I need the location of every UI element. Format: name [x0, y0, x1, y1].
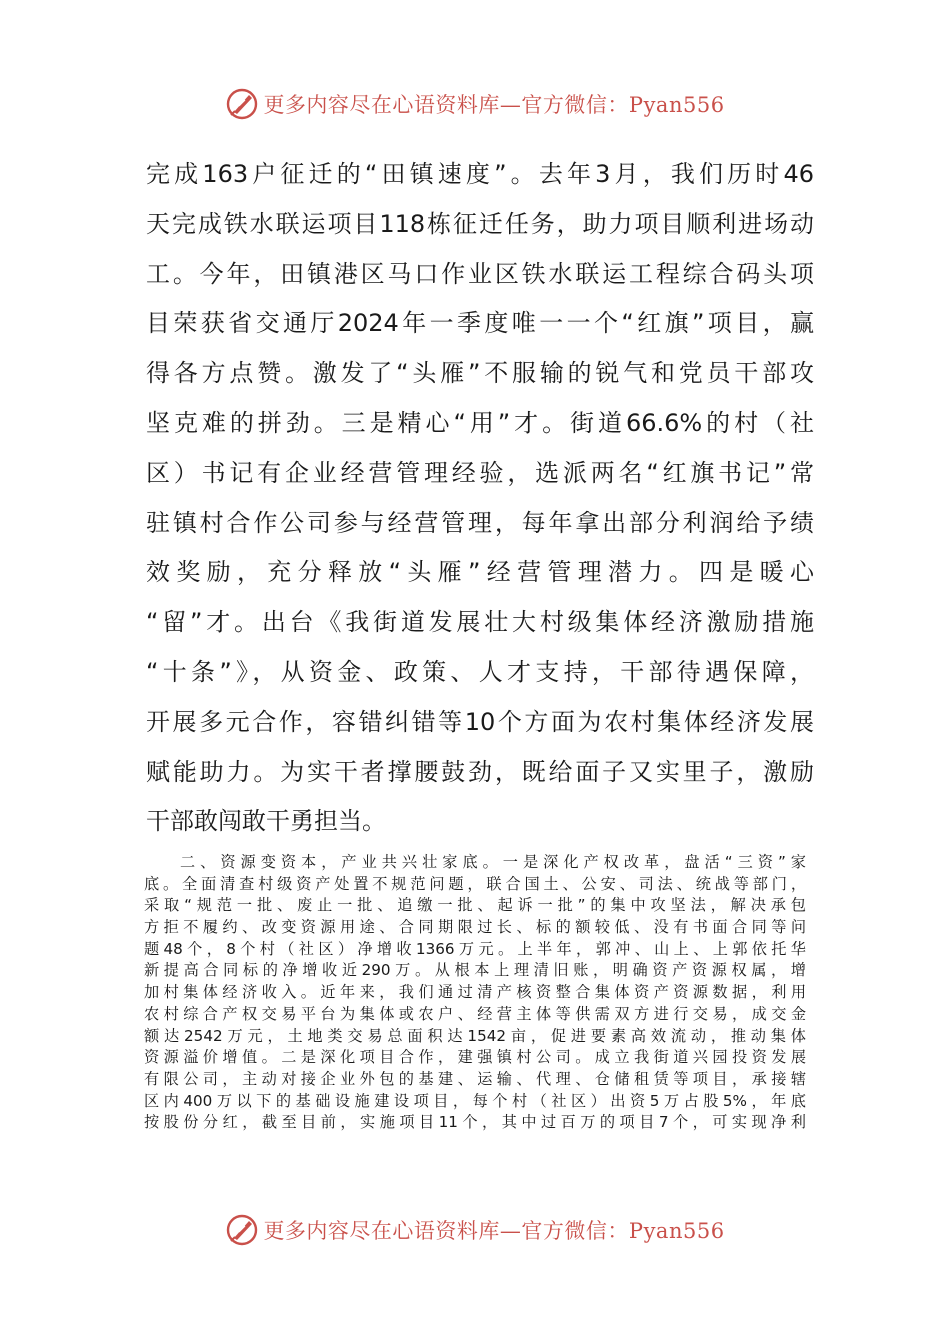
section-line: 额达2542万元，土地类交易总面积达1542亩，促进要素高效流动，推动集体 — [144, 1026, 806, 1045]
body-line: “留”才。出台《我街道发展壮大村级集体经济激励措施 — [146, 608, 814, 637]
section-line: 农村综合产权交易平台为集体或农户、经营主体等供需双方进行交易，成交金 — [144, 1004, 806, 1023]
body-line: 工。今年，田镇港区马口作业区铁水联运工程综合码头项 — [146, 259, 814, 288]
section-line: 题48个，8个村（社区）净增收1366万元。上半年，郭冲、山上、上郭依托华 — [144, 939, 806, 958]
quill-logo-icon — [225, 1213, 259, 1247]
body-line: 坚克难的拼劲。三是精心“用”才。街道66.6%的村（社 — [146, 408, 814, 437]
section-two-paragraph — [144, 852, 806, 1134]
body-line: 赋能助力。为实干者撑腰鼓劲，既给面子又实里子，激励 — [146, 757, 814, 786]
section-line: 二、资源变资本，产业共兴壮家底。一是深化产权改革，盘活“三资”家 — [180, 853, 806, 871]
section-line: 新提高合同标的净增收近290万。从根本上理清旧账，明确资产资源权属，增 — [144, 961, 806, 980]
section-line: 方拒不履约、改变资源用途、合同期限过长、标的额较低、没有书面合同等问 — [144, 918, 806, 937]
section-line: 底。全面清查村级资产处置不规范问题，联合国土、公安、司法、统战等部门， — [144, 874, 806, 893]
section-line: 有限公司，主动对接企业外包的基建、运输、代理、仓储租赁等项目，承接辖 — [144, 1069, 806, 1088]
body-line: 效奖励，充分释放“头雁”经营管理潜力。四是暖心 — [146, 558, 814, 587]
section-line: 资源溢价增值。二是深化项目合作，建强镇村公司。成立我街道兴园投资发展 — [144, 1048, 806, 1067]
body-line: 开展多元合作，容错纠错等10个方面为农村集体经济发展 — [146, 707, 814, 736]
section-line: 采取“规范一批、废止一批、追缴一批、起诉一批”的集中攻坚法，解决承包 — [144, 896, 806, 915]
body-continuation — [146, 150, 814, 847]
quill-logo-icon — [225, 87, 259, 121]
body-line: 目荣获省交通厅2024年一季度唯一一个“红旗”项目，赢 — [146, 309, 814, 338]
body-line: 干部敢闯敢干勇担当。 — [146, 807, 386, 836]
body-line: “十条”》，从资金、政策、人才支持，干部待遇保障， — [146, 657, 814, 686]
header-banner — [0, 84, 950, 124]
header-banner-text: 更多内容尽在心语资料库—官方微信：Pyan556 — [263, 93, 725, 117]
section-line: 按股份分红，截至目前，实施项目11个，其中过百万的项目7个，可实现净利 — [144, 1113, 806, 1132]
body-line: 天完成铁水联运项目118栋征迁任务，助力项目顺利进场动 — [146, 209, 814, 238]
footer-banner-text: 更多内容尽在心语资料库—官方微信：Pyan556 — [263, 1219, 725, 1243]
body-line: 得各方点赞。激发了“头雁”不服输的锐气和党员干部攻 — [146, 359, 814, 388]
body-line: 完成163户征迁的“田镇速度”。去年3月，我们历时46 — [146, 160, 814, 188]
section-line: 加村集体经济收入。近年来，我们通过清产核资整合集体资产资源数据，利用 — [144, 983, 806, 1002]
section-line: 区内400万以下的基础设施建设项目，每个村（社区）出资5万占股5%，年底 — [144, 1091, 806, 1110]
footer-banner — [0, 1210, 950, 1250]
body-line: 区）书记有企业经营管理经验，选派两名“红旗书记”常 — [146, 458, 814, 487]
body-line: 驻镇村合作公司参与经营管理，每年拿出部分利润给予绩 — [146, 508, 814, 537]
